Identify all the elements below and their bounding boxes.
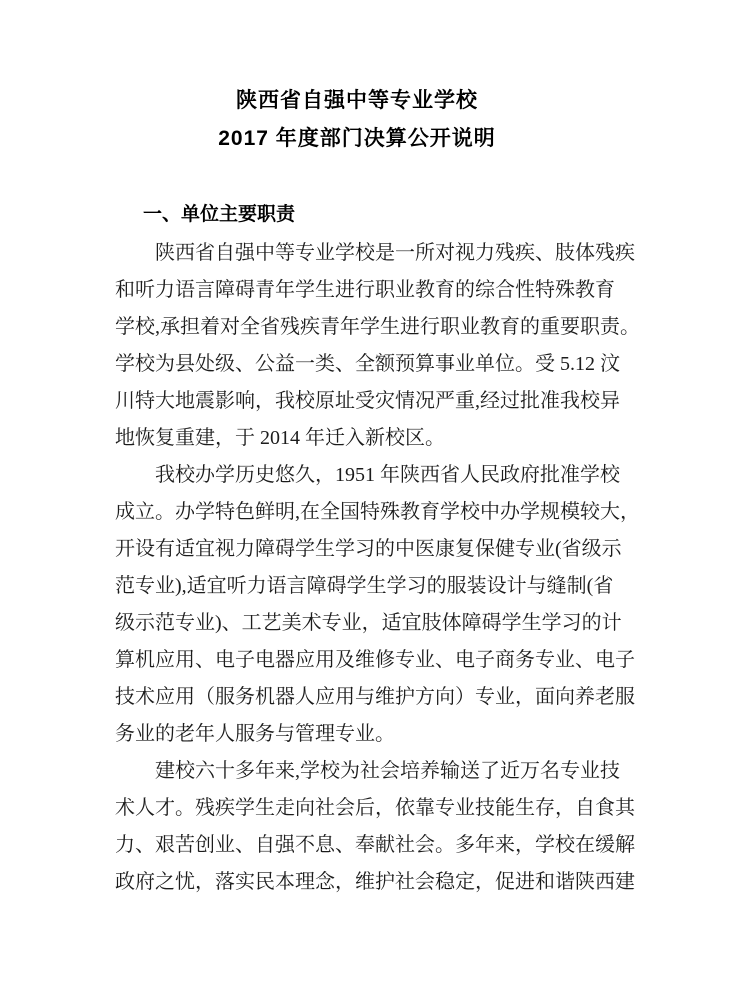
paragraph-2-line: 成立。办学特色鲜明,在全国特殊教育学校中办学规模较大， <box>115 501 640 523</box>
paragraph-1-line: 川特大地震影响，我校原址受灾情况严重,经过批准我校异 <box>115 390 620 412</box>
paragraph-2-line: 级示范专业)、工艺美术专业，适宜肢体障碍学生学习的计 <box>115 612 622 634</box>
document-content <box>115 0 640 901</box>
paragraph-2-line: 我校办学历史悠久，1951 年陕西省人民政府批准学校 <box>155 464 620 486</box>
paragraph-3-line: 力、艰苦创业、自强不息、奉献社会。多年来，学校在缓解 <box>115 834 635 856</box>
paragraph-3-line: 政府之忧，落实民本理念，维护社会稳定，促进和谐陕西建 <box>115 871 635 893</box>
paragraph-1-line: 学校,承担着对全省残疾青年学生进行职业教育的重要职责。 <box>115 316 640 338</box>
paragraph-2-line: 范专业),适宜听力语言障碍学生学习的服装设计与缝制(省 <box>115 575 614 597</box>
paragraph-1-line: 地恢复重建，于 2014 年迁入新校区。 <box>115 427 445 449</box>
paragraph-3-line: 建校六十多年来,学校为社会培养输送了近万名专业技 <box>155 760 620 782</box>
document-title-line-2: 2017 年度部门决算公开说明 <box>218 127 496 150</box>
paragraph-3-line: 术人才。残疾学生走向社会后，依靠专业技能生存，自食其 <box>115 797 635 819</box>
paragraph-1-line: 陕西省自强中等专业学校是一所对视力残疾、肢体残疾 <box>155 242 635 264</box>
paragraph-2-line: 开设有适宜视力障碍学生学习的中医康复保健专业(省级示 <box>115 538 622 560</box>
paragraph-2-line: 务业的老年人服务与管理专业。 <box>115 723 395 745</box>
paragraph-1-line: 和听力语言障碍青年学生进行职业教育的综合性特殊教育 <box>115 279 615 301</box>
document-title-line-1: 陕西省自强中等专业学校 <box>236 89 478 112</box>
paragraph-1-line: 学校为县处级、公益一类、全额预算事业单位。受 5.12 汶 <box>115 353 620 375</box>
paragraph-2-line: 技术应用（服务机器人应用与维护方向）专业，面向养老服 <box>115 686 635 708</box>
section-heading: 一、单位主要职责 <box>143 204 296 225</box>
paragraph-2-line: 算机应用、电子电器应用及维修专业、电子商务专业、电子 <box>115 649 635 671</box>
document-body <box>115 235 640 901</box>
